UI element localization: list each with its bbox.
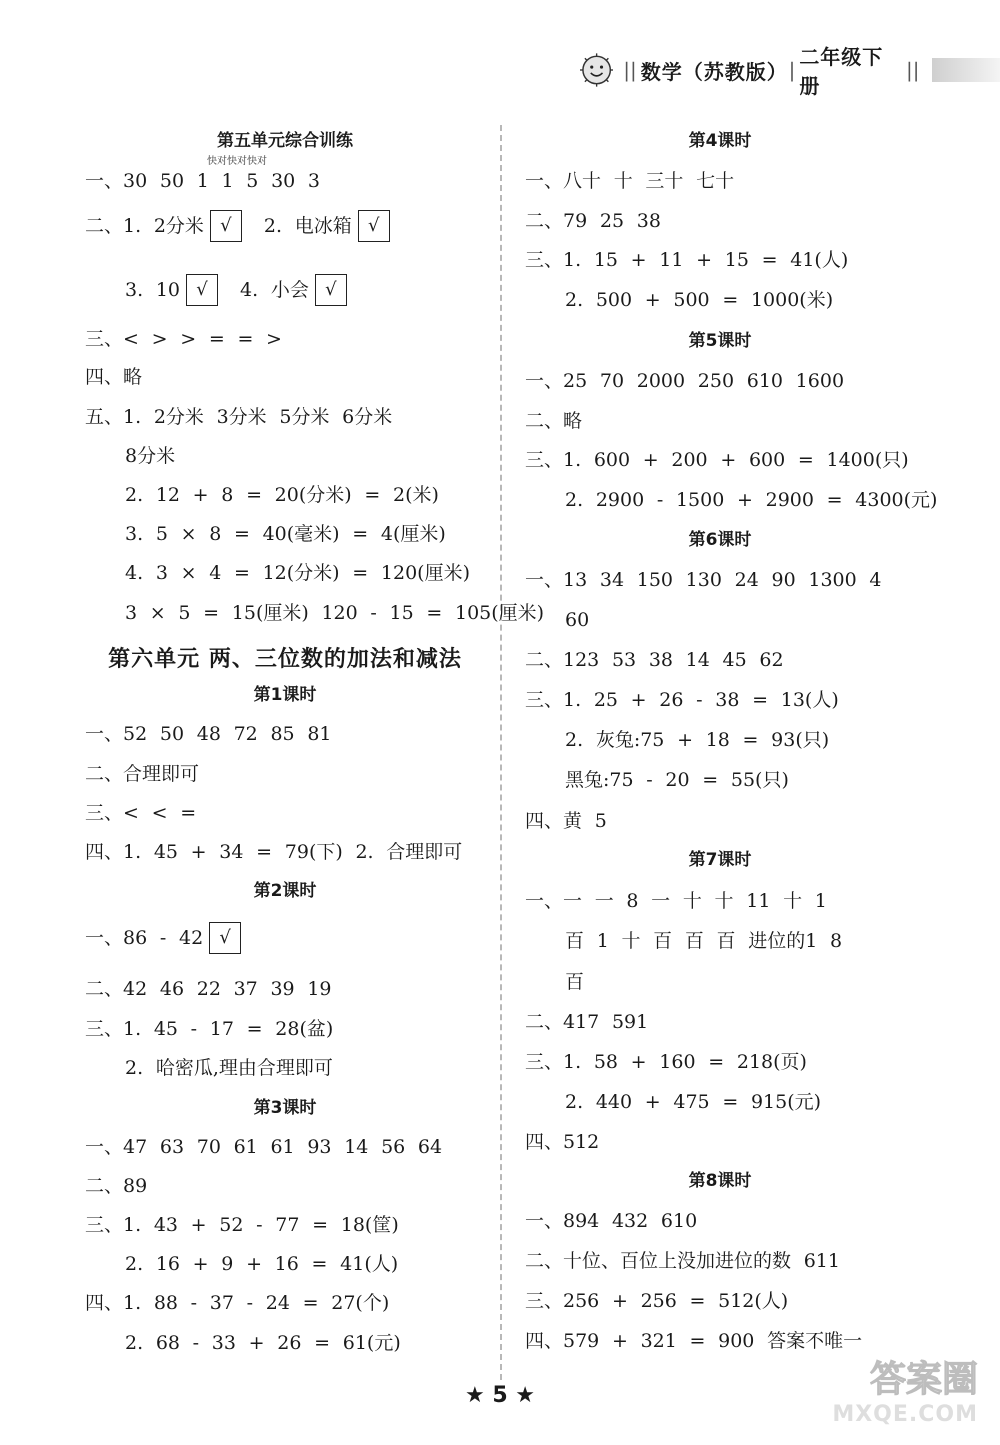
lesson-title: 第2课时 <box>253 881 317 901</box>
answer-line: 百 1 十 百 百 百 进位的1 8 <box>565 930 843 952</box>
answer-line: 2. 哈密瓜,理由合理即可 <box>125 1057 333 1079</box>
answer-line: 3 × 5 = 15(厘米) 120 - 15 = 105(厘米) <box>125 602 545 624</box>
answer-text: 2. 电冰箱 <box>263 215 352 237</box>
answer-line: 四、黄 5 <box>525 810 607 832</box>
answer-line: 一、30 50 1 1 5 30 3 <box>85 170 321 192</box>
answer-line: 4. 3 × 4 = 12(分米) = 120(厘米) <box>125 562 470 584</box>
check-box-icon: √ <box>210 210 242 242</box>
answer-line: 二、合理即可 <box>85 763 200 785</box>
answer-line: 2. 2900 - 1500 + 2900 = 4300(元) <box>565 489 938 511</box>
answer-text: 一、86 - 42 <box>85 927 204 949</box>
answer-line <box>125 270 347 310</box>
check-box-icon: √ <box>186 274 218 306</box>
answer-line: 三、< > > = = > <box>85 328 282 350</box>
answer-line: 三、1. 58 + 160 = 218(页) <box>525 1051 807 1073</box>
header-fade-bar <box>932 58 1000 82</box>
answer-line: 黑兔:75 - 20 = 55(只) <box>565 769 789 791</box>
column-divider <box>500 125 502 1380</box>
unit-title: 第六单元 两、三位数的加法和减法 <box>108 647 462 672</box>
answer-line: 三、256 + 256 = 512(人) <box>525 1290 789 1312</box>
page-number: ★ 5 ★ <box>464 1383 536 1408</box>
answer-line: 8分米 <box>125 445 176 467</box>
header-grade: 二年级下册 <box>799 45 884 98</box>
answer-line: 一、一 一 8 一 十 十 11 十 1 <box>525 890 827 912</box>
answer-line: 一、八十 十 三十 七十 <box>525 170 735 192</box>
watermark-logo <box>828 1358 978 1438</box>
check-box-icon: √ <box>358 210 390 242</box>
answer-line: 四、512 <box>525 1131 600 1153</box>
answer-line: 一、52 50 48 72 85 81 <box>85 723 332 745</box>
answer-line: 四、1. 88 - 37 - 24 = 27(个) <box>85 1292 390 1314</box>
answer-line: 三、1. 43 + 52 - 77 = 18(筐) <box>85 1214 399 1236</box>
answer-line: 一、894 432 610 <box>525 1210 698 1232</box>
watermark-url: MXQE.COM <box>832 1402 978 1427</box>
answer-line: 二、89 <box>85 1175 148 1197</box>
answer-line: 三、1. 15 + 11 + 15 = 41(人) <box>525 249 849 271</box>
header-separator-icon: || <box>623 58 637 82</box>
check-box-icon: √ <box>209 922 241 954</box>
lesson-title: 第6课时 <box>688 530 752 550</box>
review-title: 第五单元综合训练 <box>217 131 353 151</box>
answer-line <box>85 918 241 958</box>
lesson-title: 第1课时 <box>253 685 317 705</box>
answer-line: 2. 440 + 475 = 915(元) <box>565 1091 822 1113</box>
header-subject: 数学（苏教版） <box>640 59 788 84</box>
answer-line: 三、1. 45 - 17 = 28(盆) <box>85 1018 334 1040</box>
header-separator-icon: || <box>906 58 920 82</box>
answer-line: 一、47 63 70 61 61 93 14 56 64 <box>85 1136 443 1158</box>
answer-line: 2. 16 + 9 + 16 = 41(人) <box>125 1253 399 1275</box>
answer-line: 2. 灰兔:75 + 18 = 93(只) <box>565 729 830 751</box>
lesson-title: 第8课时 <box>688 1171 752 1191</box>
answer-line: 二、十位、百位上没加进位的数 611 <box>525 1250 840 1272</box>
answer-line: 一、13 34 150 130 24 90 1300 4 <box>525 569 882 591</box>
check-box-icon: √ <box>315 274 347 306</box>
answer-line: 一、25 70 2000 250 610 1600 <box>525 370 845 392</box>
answer-line: 二、417 591 <box>525 1011 649 1033</box>
lesson-title: 第5课时 <box>688 331 752 351</box>
answer-text: 4. 小会 <box>240 279 309 301</box>
page-header <box>580 45 1000 98</box>
handwritten-scribble: 快对快对快对 <box>207 156 267 167</box>
answer-line: 3. 5 × 8 = 40(毫米) = 4(厘米) <box>125 523 446 545</box>
answer-line: 三、1. 600 + 200 + 600 = 1400(只) <box>525 449 909 471</box>
answer-line: 四、579 + 321 = 900 答案不唯一 <box>525 1330 863 1352</box>
lesson-title: 第7课时 <box>688 850 752 870</box>
answer-text: 二、1. 2分米 <box>85 215 204 237</box>
answer-line: 2. 12 + 8 = 20(分米) = 2(米) <box>125 484 439 506</box>
answer-line <box>85 206 390 246</box>
lesson-title: 第4课时 <box>688 131 752 151</box>
answer-line: 2. 68 - 33 + 26 = 61(元) <box>125 1332 401 1354</box>
answer-line: 二、42 46 22 37 39 19 <box>85 978 332 1000</box>
answer-line: 四、略 <box>85 366 143 388</box>
answer-line: 60 <box>565 609 590 631</box>
answer-line: 二、略 <box>525 410 583 432</box>
answer-line: 五、1. 2分米 3分米 5分米 6分米 <box>85 406 393 428</box>
answer-line: 四、1. 45 + 34 = 79(下) 2. 合理即可 <box>85 841 463 863</box>
smiling-sun-icon <box>580 53 613 87</box>
watermark-text: 答案圈 <box>869 1359 978 1400</box>
header-separator-icon: | <box>788 58 796 82</box>
answer-line: 三、< < = <box>85 802 197 824</box>
lesson-title: 第3课时 <box>253 1098 317 1118</box>
answer-line: 2. 500 + 500 = 1000(米) <box>565 289 834 311</box>
answer-line: 二、79 25 38 <box>525 210 661 232</box>
answer-line: 二、123 53 38 14 45 62 <box>525 649 784 671</box>
answer-line: 百 <box>565 971 585 993</box>
answer-text: 3. 10 <box>125 279 180 301</box>
answer-line: 三、1. 25 + 26 - 38 = 13(人) <box>525 689 839 711</box>
